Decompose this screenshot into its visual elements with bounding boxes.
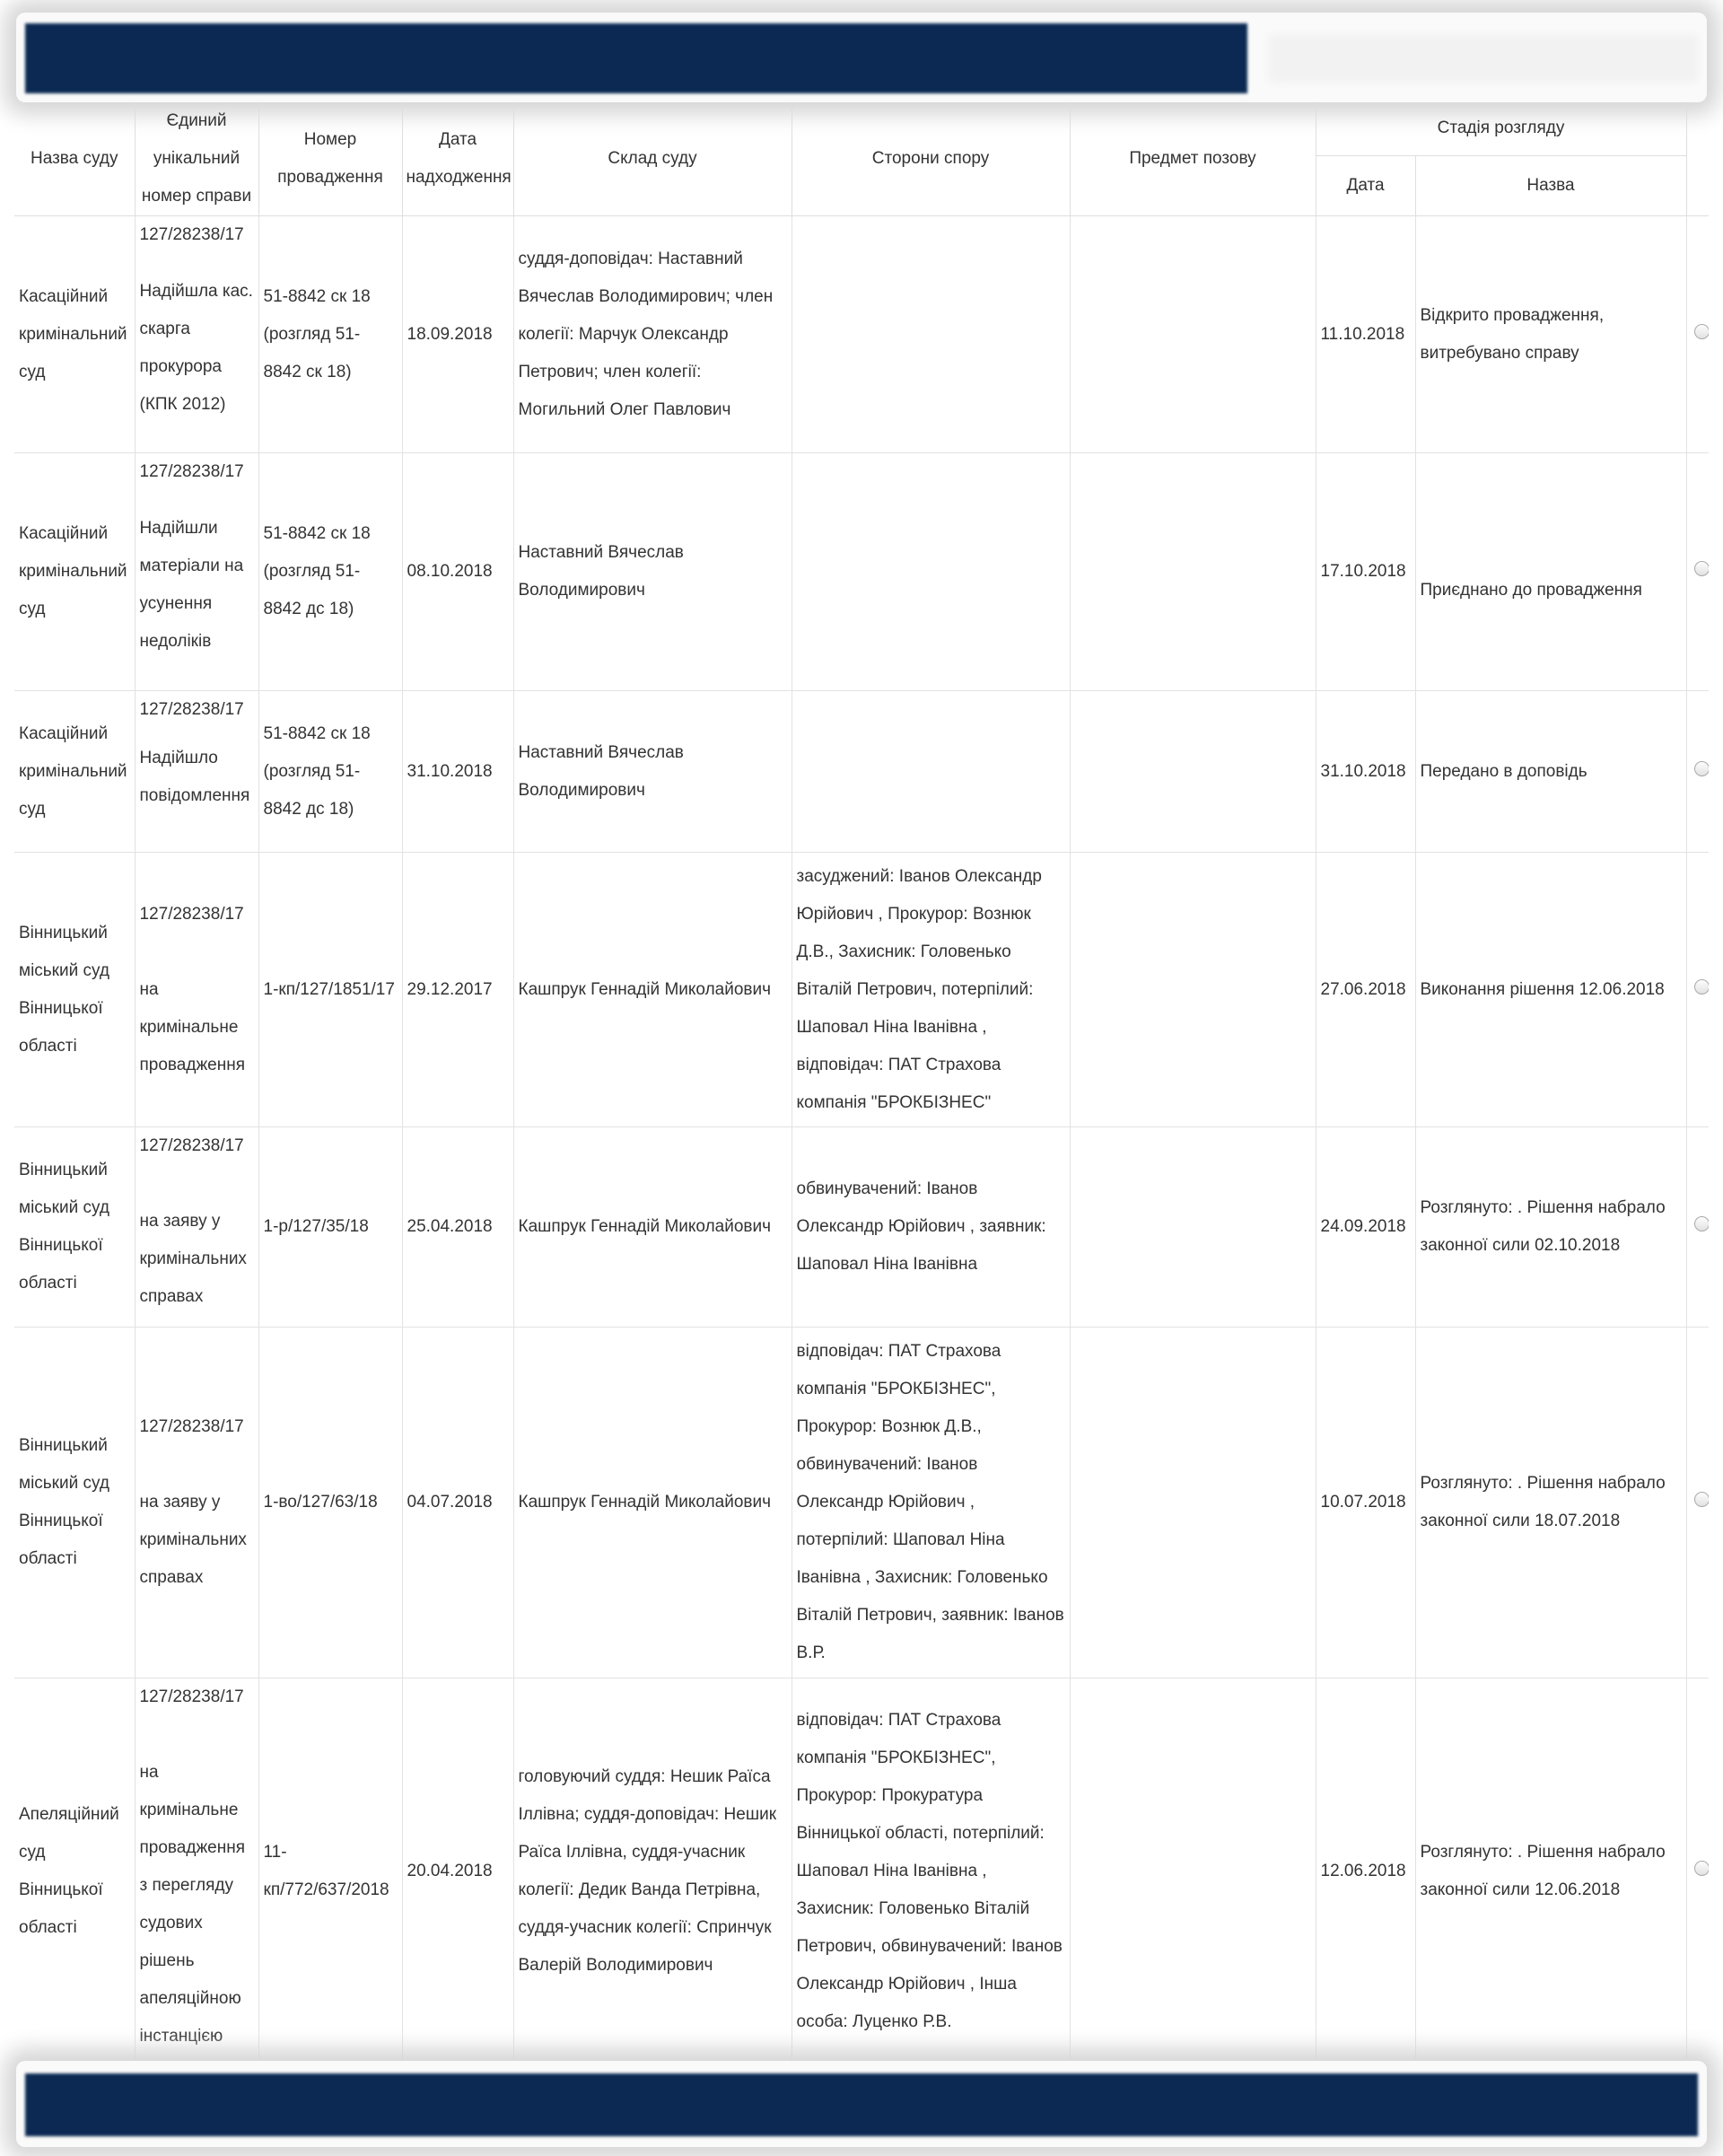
case-type: на заяву у кримінальних справах (139, 1493, 247, 1587)
row-select-radio[interactable] (1694, 761, 1709, 776)
stage-date-cell: 12.06.2018 (1316, 1678, 1415, 2060)
header-proceeding-number: Номер провадження (258, 102, 402, 216)
composition-cell: Кашпрук Геннадій Миколайович (513, 853, 792, 1127)
proceeding-number-cell: 1-кп/127/1851/17 (258, 853, 402, 1127)
table-row (14, 1127, 1709, 1328)
header-case-number: Єдиний унікальний номер справи (135, 102, 258, 216)
table-row (14, 1328, 1709, 1678)
case-number-cell (135, 691, 258, 853)
received-date-cell: 31.10.2018 (402, 691, 513, 853)
proceeding-number-cell: 1-во/127/63/18 (258, 1328, 402, 1678)
blurred-search-area (1268, 34, 1699, 83)
stage-date-cell: 27.06.2018 (1316, 853, 1415, 1127)
case-number: 127/28238/17 (139, 904, 244, 924)
case-table (14, 102, 1709, 2059)
header-claim-subject: Предмет позову (1070, 102, 1316, 216)
table-row (14, 453, 1709, 691)
court-name-cell: Касаційний кримінальний суд (14, 453, 135, 691)
case-number: 127/28238/17 (139, 225, 244, 244)
row-select-radio[interactable] (1694, 561, 1709, 576)
case-table-container (14, 102, 1709, 2059)
stage-name-cell: Приєднано до провадження (1415, 453, 1686, 691)
table-row (14, 691, 1709, 853)
header-court-name: Назва суду (14, 102, 135, 216)
composition-cell: Кашпрук Геннадій Миколайович (513, 1328, 792, 1678)
composition-cell: Кашпрук Геннадій Миколайович (513, 1127, 792, 1328)
header-composition: Склад суду (513, 102, 792, 216)
case-type: на кримінальне провадження (139, 979, 246, 1074)
stage-name-cell: Відкрито провадження, витребувано справу (1415, 216, 1686, 453)
composition-cell: головуючий суддя: Нешик Раїса Іллівна; суддя-доповідач: Нешик Раїса Іллівна, суддя-учасник колегії: Дедик Ванда Петрівна, суддя-учасник колегії: Спринчук Валерій Володимирович (513, 1678, 792, 2060)
case-type: Надійшла кас. скарга прокурора (КПК 2012) (139, 282, 253, 414)
row-select-radio[interactable] (1694, 1216, 1709, 1231)
parties-cell: відповідач: ПАТ Страхова компанія "БРОКБІЗНЕС", Прокурор: Вознюк Д.В., обвинувачений: Іванов Олександр Юрійович , потерпілий: Шаповал Ніна Іванівна , Захисник: Головенько Віталій Петрович, заявник: Іванов В.Р. (792, 1328, 1070, 1678)
case-type: Надійшло повідомлення (139, 749, 250, 805)
composition-cell: суддя-доповідач: Наставний Вячеслав Володимирович; член колегії: Марчук Олександр Петрович; член колегії: Могильний Олег Павлович (513, 216, 792, 453)
bottom-navigation-bar (16, 2061, 1707, 2147)
court-name-cell: Вінницький міський суд Вінницької області (14, 853, 135, 1127)
case-type: на кримінальне провадження з перегляду судових рішень апеляційною інстанцією (139, 1763, 246, 2046)
case-number: 127/28238/17 (139, 462, 244, 481)
claim-subject-cell (1070, 853, 1316, 1127)
case-number: 127/28238/17 (139, 700, 244, 719)
row-select-radio[interactable] (1694, 324, 1709, 339)
parties-cell: обвинувачений: Іванов Олександр Юрійович , заявник: Шаповал Ніна Іванівна (792, 1127, 1070, 1328)
case-number-cell (135, 1678, 258, 2060)
parties-cell (792, 453, 1070, 691)
claim-subject-cell (1070, 1328, 1316, 1678)
claim-subject-cell (1070, 216, 1316, 453)
top-navigation-bar (16, 13, 1707, 102)
stage-date-cell: 31.10.2018 (1316, 691, 1415, 853)
stage-date-cell: 17.10.2018 (1316, 453, 1415, 691)
bottom-nav-strip (25, 2073, 1698, 2136)
case-number-cell (135, 1127, 258, 1328)
table-row (14, 853, 1709, 1127)
court-name-cell: Апеляційний суд Вінницької області (14, 1678, 135, 2060)
case-number-cell (135, 853, 258, 1127)
row-select-cell (1686, 453, 1709, 691)
row-select-radio[interactable] (1694, 979, 1709, 995)
top-nav-strip (25, 23, 1247, 93)
stage-date-cell: 24.09.2018 (1316, 1127, 1415, 1328)
row-select-radio[interactable] (1694, 1861, 1709, 1876)
case-number-cell (135, 1328, 258, 1678)
stage-name-cell: Розглянуто: . Рішення набрало законної сили 12.06.2018 (1415, 1678, 1686, 2060)
header-received-date: Дата надходження (402, 102, 513, 216)
row-select-cell (1686, 691, 1709, 853)
received-date-cell: 18.09.2018 (402, 216, 513, 453)
proceeding-number-cell: 51-8842 ск 18 (розгляд 51-8842 дс 18) (258, 453, 402, 691)
received-date-cell: 04.07.2018 (402, 1328, 513, 1678)
court-name-cell: Вінницький міський суд Вінницької області (14, 1127, 135, 1328)
case-number-cell (135, 216, 258, 453)
header-stage-group: Стадія розгляду (1316, 102, 1686, 155)
table-row (14, 216, 1709, 453)
composition-cell: Наставний Вячеслав Володимирович (513, 691, 792, 853)
stage-name-cell: Передано в доповідь (1415, 691, 1686, 853)
court-name-cell: Касаційний кримінальний суд (14, 691, 135, 853)
stage-name-cell: Виконання рішення 12.06.2018 (1415, 853, 1686, 1127)
received-date-cell: 25.04.2018 (402, 1127, 513, 1328)
stage-name-cell: Розглянуто: . Рішення набрало законної сили 02.10.2018 (1415, 1127, 1686, 1328)
header-stage-name: Назва (1415, 155, 1686, 215)
case-number: 127/28238/17 (139, 1687, 244, 1706)
claim-subject-cell (1070, 1127, 1316, 1328)
claim-subject-cell (1070, 691, 1316, 853)
row-select-radio[interactable] (1694, 1492, 1709, 1507)
row-select-cell (1686, 1678, 1709, 2060)
case-type: на заяву у кримінальних справах (139, 1212, 247, 1306)
parties-cell: відповідач: ПАТ Страхова компанія "БРОКБІЗНЕС", Прокурор: Прокуратура Вінницької області, потерпілий: Шаповал Ніна Іванівна , Захисник: Головенько Віталій Петрович, обвинувачений: Іванов Олександр Юрійович , Інша особа: Луценко Р.В. (792, 1678, 1070, 2060)
header-stage-date: Дата (1316, 155, 1415, 215)
received-date-cell: 08.10.2018 (402, 453, 513, 691)
parties-cell (792, 691, 1070, 853)
proceeding-number-cell: 51-8842 ск 18 (розгляд 51-8842 ск 18) (258, 216, 402, 453)
table-row (14, 1678, 1709, 2060)
received-date-cell: 29.12.2017 (402, 853, 513, 1127)
court-name-cell: Вінницький міський суд Вінницької області (14, 1328, 135, 1678)
case-number: 127/28238/17 (139, 1417, 244, 1436)
claim-subject-cell (1070, 1678, 1316, 2060)
row-select-cell (1686, 853, 1709, 1127)
proceeding-number-cell: 11-кп/772/637/2018 (258, 1678, 402, 2060)
header-parties: Сторони спору (792, 102, 1070, 216)
row-select-cell (1686, 1328, 1709, 1678)
court-name-cell: Касаційний кримінальний суд (14, 216, 135, 453)
parties-cell (792, 216, 1070, 453)
claim-subject-cell (1070, 453, 1316, 691)
case-number: 127/28238/17 (139, 1136, 244, 1155)
composition-cell: Наставний Вячеслав Володимирович (513, 453, 792, 691)
header-select-column (1686, 102, 1709, 216)
parties-cell: засуджений: Іванов Олександр Юрійович , Прокурор: Вознюк Д.В., Захисник: Головенько Віталій Петрович, потерпілий: Шаповал Ніна Іванівна , відповідач: ПАТ Страхова компанія "БРОКБІЗНЕС" (792, 853, 1070, 1127)
case-type: Надійшли матеріали на усунення недоліків (139, 519, 244, 651)
received-date-cell: 20.04.2018 (402, 1678, 513, 2060)
stage-date-cell: 10.07.2018 (1316, 1328, 1415, 1678)
row-select-cell (1686, 216, 1709, 453)
stage-name-cell: Розглянуто: . Рішення набрало законної сили 18.07.2018 (1415, 1328, 1686, 1678)
proceeding-number-cell: 51-8842 ск 18 (розгляд 51-8842 дс 18) (258, 691, 402, 853)
stage-date-cell: 11.10.2018 (1316, 216, 1415, 453)
proceeding-number-cell: 1-р/127/35/18 (258, 1127, 402, 1328)
row-select-cell (1686, 1127, 1709, 1328)
case-number-cell (135, 453, 258, 691)
